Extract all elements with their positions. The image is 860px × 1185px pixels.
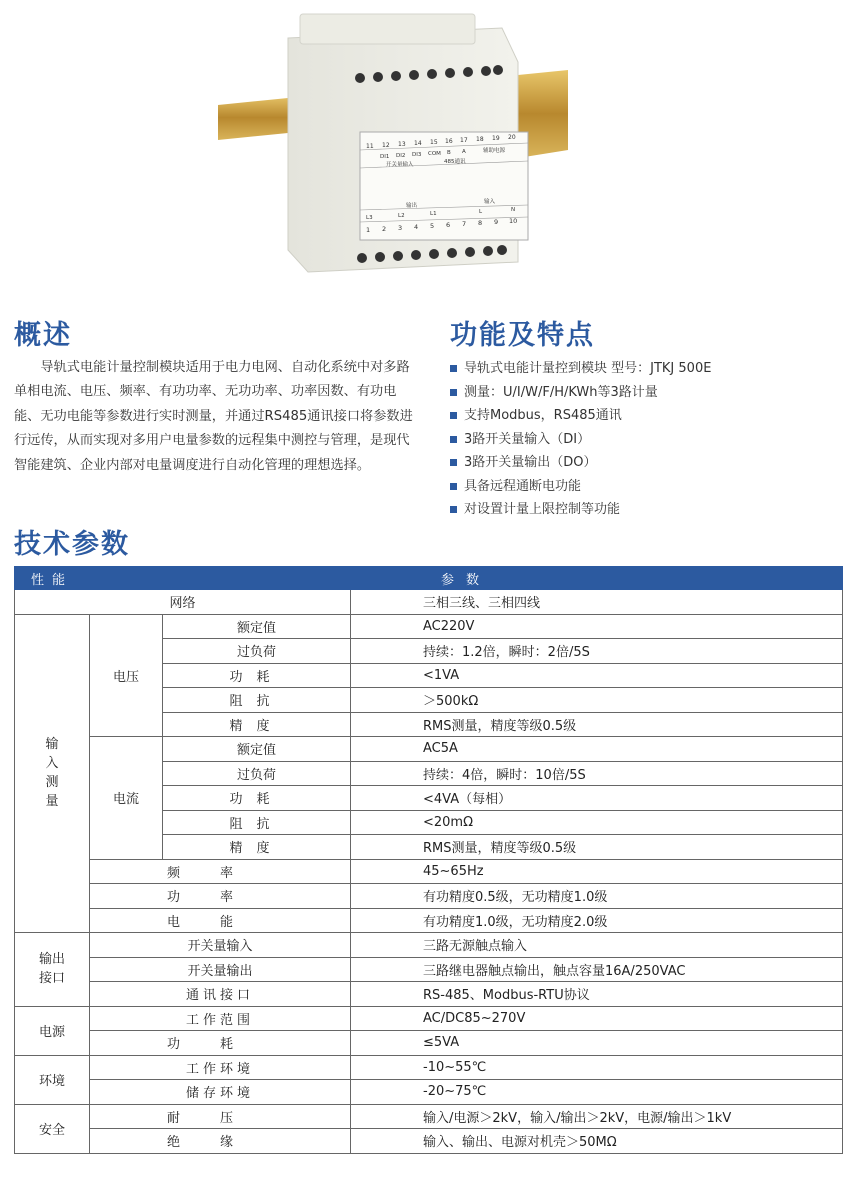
row-value: -10~55℃	[351, 1055, 843, 1080]
input-measurement-label: 输入测量	[15, 614, 90, 933]
row-value: RMS测量，精度等级0.5级	[351, 835, 843, 860]
row-value: 有功精度0.5级，无功精度1.0级	[351, 884, 843, 909]
feature-item: 支持Modbus，RS485通讯	[450, 404, 711, 428]
svg-text:COM: COM	[428, 151, 441, 157]
svg-text:开关量输入: 开关量输入	[386, 162, 414, 168]
row-label: 开关量输出	[90, 957, 351, 982]
row-value: 输入/电源＞2kV，输入/输出＞2kV，电源/输出＞1kV	[351, 1104, 843, 1129]
overview-text: 导轨式电能计量控制模块适用于电力电网、自动化系统中对多路单相电流、电压、频率、有功功率、无功功率、功率因数、有功电能、无功电能等参数进行实时测量，并通过RS485通讯接口将参数进行远传，从而实现对多用户电量参数的远程集中测控与管理，是现代智能建筑、企业内部对电量调度进行自动化管理的理想选择。	[14, 360, 413, 473]
svg-text:2: 2	[382, 225, 387, 233]
row-value: 45~65Hz	[351, 859, 843, 884]
row-label: 绝缘	[90, 1129, 351, 1154]
row-label: 精度	[163, 835, 351, 860]
network-label: 网络	[15, 590, 351, 615]
svg-text:6: 6	[446, 221, 451, 229]
svg-text:1: 1	[366, 226, 371, 234]
svg-text:L1: L1	[430, 211, 437, 217]
row-label: 额定值	[163, 737, 351, 762]
row-value: AC5A	[351, 737, 843, 762]
svg-text:14: 14	[414, 140, 422, 147]
row-value: <20mΩ	[351, 810, 843, 835]
power-label: 电源	[15, 1006, 90, 1055]
row-value: 输入、输出、电源对机壳＞50MΩ	[351, 1129, 843, 1154]
svg-text:10: 10	[509, 217, 518, 225]
svg-text:16: 16	[445, 138, 453, 145]
svg-text:11: 11	[366, 143, 374, 150]
header-parameters: 参数	[90, 567, 843, 590]
row-label: 功耗	[163, 663, 351, 688]
svg-text:L: L	[479, 209, 483, 215]
feature-item: 具备远程通断电功能	[450, 475, 711, 499]
row-label: 过负荷	[163, 761, 351, 786]
row-value: 有功精度1.0级，无功精度2.0级	[351, 908, 843, 933]
row-value: 三路无源触点输入	[351, 933, 843, 958]
svg-text:485通讯: 485通讯	[444, 159, 466, 165]
row-label: 精度	[163, 712, 351, 737]
feature-item: 3路开关量输入（DI）	[450, 428, 711, 452]
svg-text:N: N	[511, 207, 516, 213]
feature-item: 3路开关量输出（DO）	[450, 451, 711, 475]
row-value: <4VA（每相）	[351, 786, 843, 811]
svg-text:8: 8	[478, 219, 483, 227]
svg-text:7: 7	[462, 220, 467, 228]
row-value: ≤5VA	[351, 1031, 843, 1056]
voltage-label: 电压	[90, 614, 163, 737]
network-value: 三相三线、三相四线	[351, 590, 843, 615]
output-interface-label: 输出接口	[15, 933, 90, 1007]
svg-text:3: 3	[398, 224, 403, 232]
row-value: AC220V	[351, 614, 843, 639]
row-label: 耐压	[90, 1104, 351, 1129]
row-value: 持续：1.2倍，瞬时：2倍/5S	[351, 639, 843, 664]
row-label: 通讯接口	[90, 982, 351, 1007]
svg-text:输出: 输出	[406, 203, 418, 209]
svg-text:17: 17	[460, 137, 468, 144]
features-title: 功能及特点	[450, 320, 595, 351]
feature-item: 测量：U/I/W/F/H/KWh等3路计量	[450, 381, 711, 405]
svg-text:L2: L2	[398, 213, 405, 219]
svg-text:15: 15	[430, 139, 438, 146]
features-list	[450, 357, 711, 522]
row-value: ＞500kΩ	[351, 688, 843, 713]
row-label: 功耗	[90, 1031, 351, 1056]
row-label: 额定值	[163, 614, 351, 639]
row-value: -20~75℃	[351, 1080, 843, 1105]
row-label: 开关量输入	[90, 933, 351, 958]
svg-text:19: 19	[492, 135, 500, 142]
environment-label: 环境	[15, 1055, 90, 1104]
row-value: RS-485、Modbus-RTU协议	[351, 982, 843, 1007]
svg-text:5: 5	[430, 222, 435, 230]
row-value: 持续：4倍，瞬时：10倍/5S	[351, 761, 843, 786]
svg-text:辅助电源: 辅助电源	[483, 148, 506, 154]
safety-label: 安全	[15, 1104, 90, 1153]
svg-text:B: B	[447, 150, 451, 156]
row-value: AC/DC85~270V	[351, 1006, 843, 1031]
svg-text:L3: L3	[366, 215, 373, 221]
svg-text:20: 20	[508, 134, 516, 141]
row-label: 电能	[90, 908, 351, 933]
feature-item: 对设置计量上限控制等功能	[450, 498, 711, 522]
svg-text:4: 4	[414, 223, 419, 231]
row-label: 工作范围	[90, 1006, 351, 1031]
row-label: 工作环境	[90, 1055, 351, 1080]
row-value: <1VA	[351, 663, 843, 688]
svg-text:DI1: DI1	[380, 154, 390, 160]
row-value: 三路继电器触点输出，触点容量16A/250VAC	[351, 957, 843, 982]
row-label: 频率	[90, 859, 351, 884]
svg-text:DI2: DI2	[396, 153, 406, 159]
current-label: 电流	[90, 737, 163, 860]
row-label: 阻抗	[163, 810, 351, 835]
svg-text:13: 13	[398, 141, 406, 148]
svg-text:12: 12	[382, 142, 390, 149]
spec-table	[14, 566, 843, 1154]
overview-title: 概述	[14, 320, 72, 351]
row-label: 储存环境	[90, 1080, 351, 1105]
row-label: 阻抗	[163, 688, 351, 713]
svg-text:A: A	[462, 149, 466, 155]
svg-text:DI3: DI3	[412, 152, 422, 158]
row-label: 功率	[90, 884, 351, 909]
product-photo	[200, 0, 580, 285]
svg-text:9: 9	[494, 218, 499, 226]
row-label: 过负荷	[163, 639, 351, 664]
row-label: 功耗	[163, 786, 351, 811]
row-value: RMS测量，精度等级0.5级	[351, 712, 843, 737]
feature-item: 导轨式电能计量控到模块 型号：JTKJ 500E	[450, 357, 711, 381]
specs-title: 技术参数	[14, 529, 130, 560]
header-performance: 性能	[15, 567, 90, 590]
svg-text:18: 18	[476, 136, 484, 143]
svg-text:输入: 输入	[484, 199, 496, 205]
